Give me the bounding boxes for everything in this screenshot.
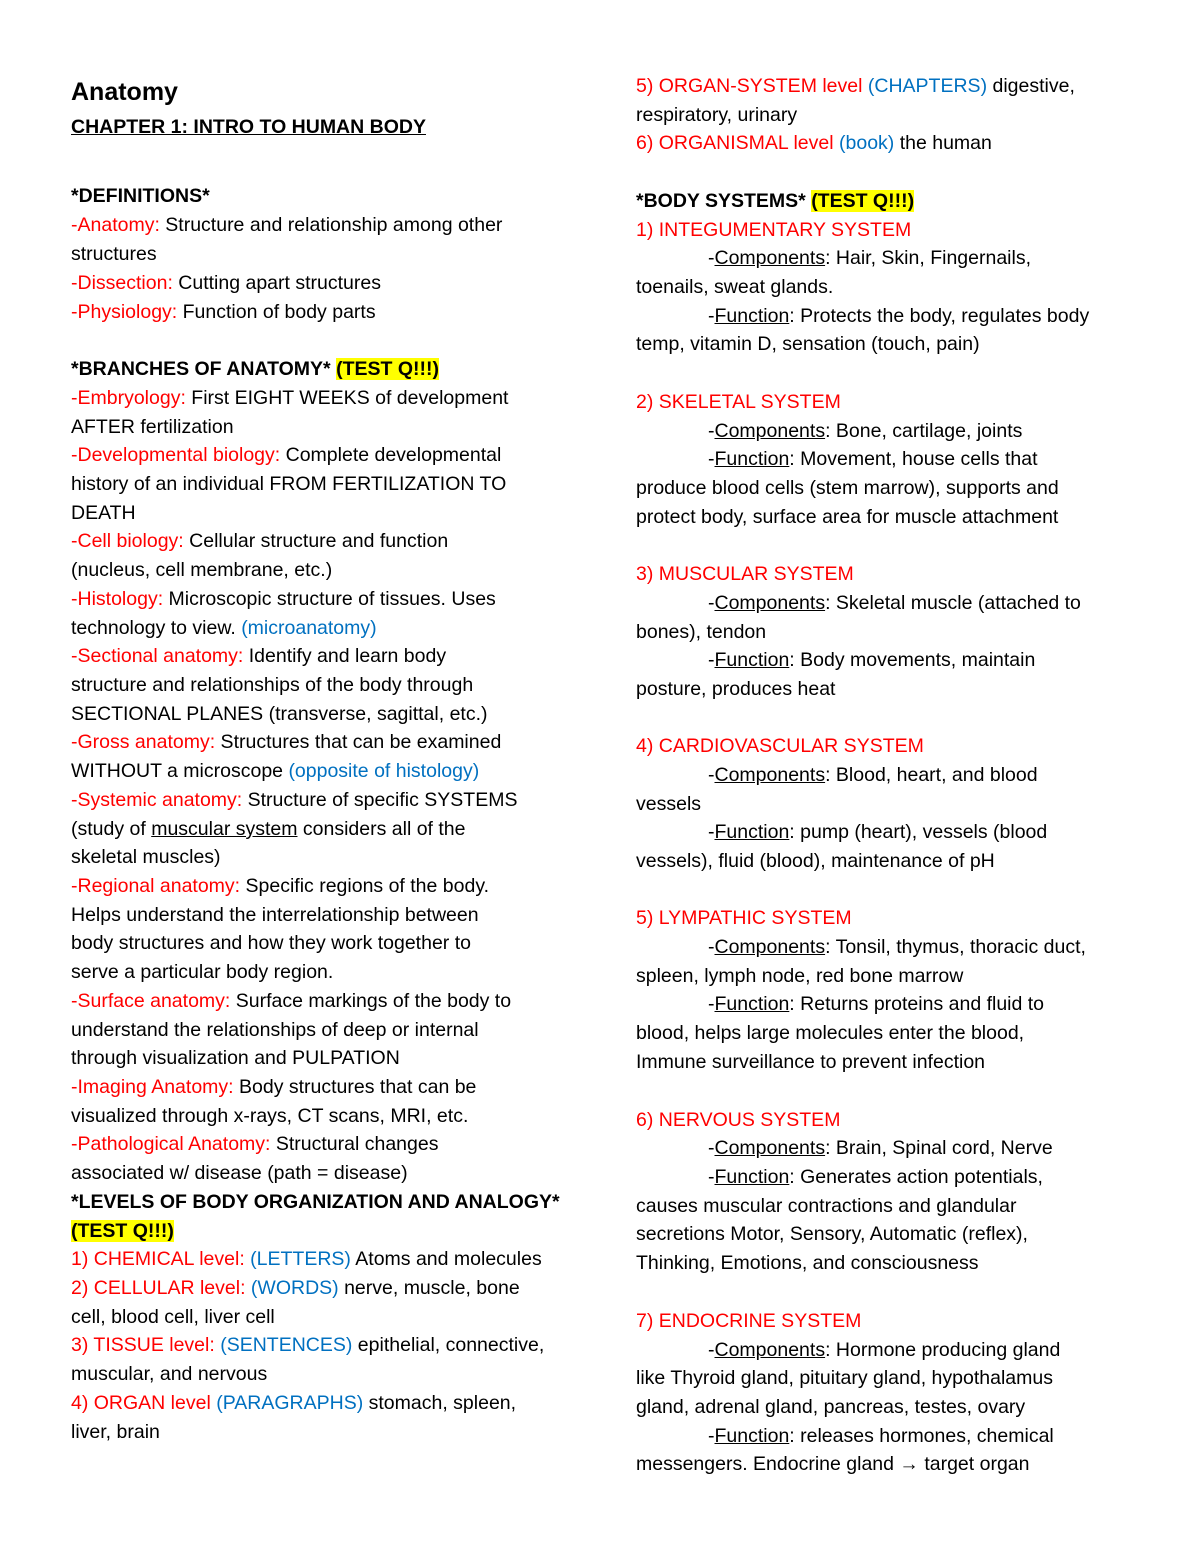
level-cellular-cont: cell, blood cell, liver cell [71, 1306, 275, 1328]
branch-developmental-cont2: DEATH [71, 502, 136, 524]
components-line: -Components: Hair, Skin, Fingernails, [708, 247, 1031, 269]
branch-pathological: -Pathological Anatomy: Structural changes [71, 1133, 439, 1155]
definition-physiology: -Physiology: Function of body parts [71, 301, 376, 323]
definition-dissection: -Dissection: Cutting apart structures [71, 272, 381, 294]
branch-sectional-cont2: SECTIONAL PLANES (transverse, sagittal, etc.) [71, 703, 488, 725]
term-dissection: -Dissection: [71, 272, 173, 294]
system-title-cardiovascular: 4) CARDIOVASCULAR SYSTEM [636, 735, 924, 757]
branch-systemic-cont: (study of muscular system considers all of the [71, 818, 466, 840]
components-cont: bones), tendon [636, 621, 767, 643]
level-organ: 4) ORGAN level (PARAGRAPHS) stomach, spleen, [71, 1392, 517, 1414]
branch-regional: -Regional anatomy: Specific regions of the body. [71, 875, 490, 897]
level-organismal: 6) ORGANISMAL level (book) the human [636, 132, 992, 154]
levels-test-q [71, 1217, 174, 1246]
components-line: -Components: Brain, Spinal cord, Nerve [708, 1137, 1053, 1159]
branch-regional-cont2: body structures and how they work together to [71, 932, 471, 954]
level-organ-cont: liver, brain [71, 1421, 160, 1443]
branch-systemic-cont2: skeletal muscles) [71, 846, 221, 868]
branch-histology-cont: technology to view. (microanatomy) [71, 617, 377, 639]
branch-systemic: -Systemic anatomy: Structure of specific SYSTEMS [71, 789, 518, 811]
components-line: -Components: Blood, heart, and blood [708, 764, 1038, 786]
components-cont: gland, adrenal gland, pancreas, testes, ovary [636, 1396, 1026, 1418]
level-chemical: 1) CHEMICAL level: (LETTERS) Atoms and molecules [71, 1248, 542, 1270]
system-title-integumentary: 1) INTEGUMENTARY SYSTEM [636, 219, 912, 241]
branch-sectional: -Sectional anatomy: Identify and learn body [71, 645, 447, 667]
branch-developmental-cont: history of an individual FROM FERTILIZATION TO [71, 473, 507, 495]
function-cont: causes muscular contractions and glandular [636, 1195, 1017, 1217]
function-line: -Function: Returns proteins and fluid to [708, 993, 1045, 1015]
term-anatomy: -Anatomy: [71, 214, 160, 236]
branch-surface: -Surface anatomy: Surface markings of the body to [71, 990, 512, 1012]
system-title-nervous: 6) NERVOUS SYSTEM [636, 1109, 841, 1131]
components-cont: toenails, sweat glands. [636, 276, 834, 298]
components-cont: like Thyroid gland, pituitary gland, hypothalamus [636, 1367, 1053, 1389]
branch-gross: -Gross anatomy: Structures that can be examined [71, 731, 502, 753]
function-cont: secretions Motor, Sensory, Automatic (reflex), [636, 1223, 1028, 1245]
components-cont: spleen, lymph node, red bone marrow [636, 965, 964, 987]
branch-embryology: -Embryology: First EIGHT WEEKS of development [71, 387, 509, 409]
branch-cell-biology-cont: (nucleus, cell membrane, etc.) [71, 559, 333, 581]
levels-heading: *LEVELS OF BODY ORGANIZATION AND ANALOGY* [71, 1191, 560, 1213]
branch-embryology-cont: AFTER fertilization [71, 416, 234, 438]
function-line: -Function: Generates action potentials, [708, 1166, 1043, 1188]
function-cont: Thinking, Emotions, and consciousness [636, 1252, 979, 1274]
level-tissue: 3) TISSUE level: (SENTENCES) epithelial, connective, [71, 1334, 545, 1356]
function-cont: protect body, surface area for muscle attachment [636, 506, 1059, 528]
function-cont: Immune surveillance to prevent infection [636, 1051, 986, 1073]
function-cont: messengers. Endocrine gland → target organ [636, 1453, 1030, 1475]
branch-regional-cont: Helps understand the interrelationship between [71, 904, 479, 926]
function-line: -Function: releases hormones, chemical [708, 1425, 1054, 1447]
components-line: -Components: Tonsil, thymus, thoracic duct, [708, 936, 1086, 958]
branch-surface-cont: understand the relationships of deep or internal [71, 1019, 479, 1041]
page-title: Anatomy [71, 78, 178, 106]
systems-heading: *BODY SYSTEMS* (TEST Q!!!) [636, 190, 915, 212]
branch-regional-cont3: serve a particular body region. [71, 961, 334, 983]
function-cont: posture, produces heat [636, 678, 836, 700]
level-organ-system-cont: respiratory, urinary [636, 104, 798, 126]
components-cont: vessels [636, 793, 702, 815]
branch-pathological-cont: associated w/ disease (path = disease) [71, 1162, 408, 1184]
function-line: -Function: Movement, house cells that [708, 448, 1038, 470]
branch-sectional-cont: structure and relationships of the body through [71, 674, 474, 696]
components-line: -Components: Skeletal muscle (attached to [708, 592, 1081, 614]
branches-heading: *BRANCHES OF ANATOMY* (TEST Q!!!) [71, 358, 439, 380]
function-cont: temp, vitamin D, sensation (touch, pain) [636, 333, 980, 355]
system-title-lymphatic: 5) LYMPATHIC SYSTEM [636, 907, 852, 929]
branch-surface-cont2: through visualization and PULPATION [71, 1047, 400, 1069]
test-q-highlight: (TEST Q!!!) [336, 358, 439, 380]
system-title-skeletal: 2) SKELETAL SYSTEM [636, 391, 841, 413]
right-arrow-icon: → [899, 1453, 919, 1475]
branch-imaging-cont: visualized through x-rays, CT scans, MRI, etc. [71, 1105, 469, 1127]
term-physiology: -Physiology: [71, 301, 178, 323]
level-cellular: 2) CELLULAR level: (WORDS) nerve, muscle, bone [71, 1277, 520, 1299]
definitions-heading: *DEFINITIONS* [71, 185, 210, 207]
function-cont: vessels), fluid (blood), maintenance of pH [636, 850, 995, 872]
system-title-endocrine: 7) ENDOCRINE SYSTEM [636, 1310, 862, 1332]
definition-anatomy-cont: structures [71, 243, 157, 265]
definition-anatomy: -Anatomy: Structure and relationship among other [71, 214, 503, 236]
function-line: -Function: Body movements, maintain [708, 649, 1036, 671]
branch-developmental: -Developmental biology: Complete developmental [71, 444, 502, 466]
components-line: -Components: Hormone producing gland [708, 1339, 1061, 1361]
function-cont: blood, helps large molecules enter the blood, [636, 1022, 1025, 1044]
test-q-highlight: (TEST Q!!!) [71, 1220, 174, 1242]
branch-gross-cont: WITHOUT a microscope (opposite of histology) [71, 760, 480, 782]
system-title-muscular: 3) MUSCULAR SYSTEM [636, 563, 854, 585]
components-line: -Components: Bone, cartilage, joints [708, 420, 1023, 442]
level-organ-system: 5) ORGAN-SYSTEM level (CHAPTERS) digestive, [636, 75, 1075, 97]
function-cont: produce blood cells (stem marrow), supports and [636, 477, 1059, 499]
function-line: -Function: Protects the body, regulates body [708, 305, 1090, 327]
branch-imaging: -Imaging Anatomy: Body structures that can be [71, 1076, 477, 1098]
test-q-highlight: (TEST Q!!!) [811, 190, 915, 212]
branch-cell-biology: -Cell biology: Cellular structure and function [71, 530, 449, 552]
chapter-heading: CHAPTER 1: INTRO TO HUMAN BODY [71, 116, 426, 138]
branch-histology: -Histology: Microscopic structure of tissues. Uses [71, 588, 496, 610]
function-line: -Function: pump (heart), vessels (blood [708, 821, 1048, 843]
level-tissue-cont: muscular, and nervous [71, 1363, 268, 1385]
